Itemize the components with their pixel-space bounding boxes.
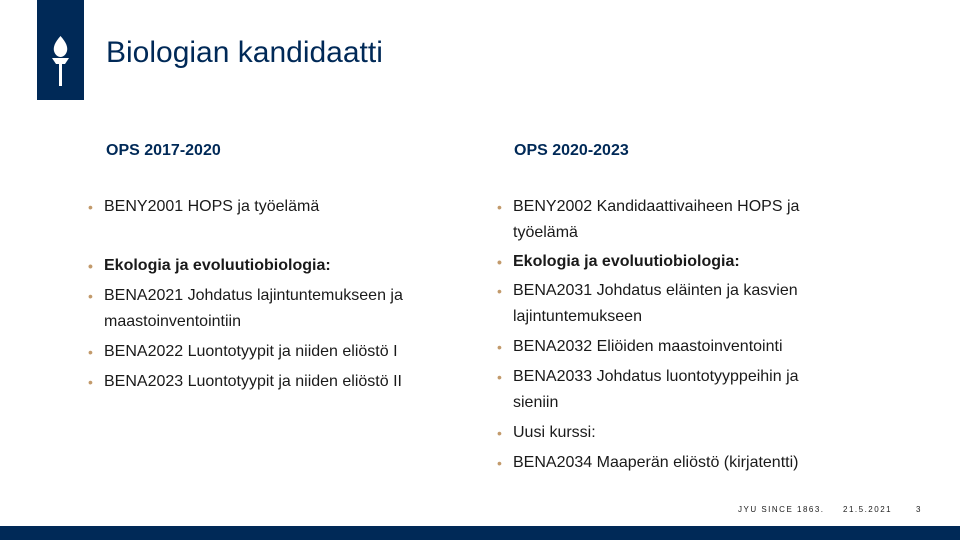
right-column-heading: OPS 2020-2023 xyxy=(514,142,629,159)
bullet-icon: • xyxy=(88,199,93,215)
bullet-icon: • xyxy=(497,339,502,355)
list-item-text: BENA2022 Luontotyypit ja niiden eliöstö I xyxy=(104,343,398,360)
list-item-text: Uusi kurssi: xyxy=(513,424,596,441)
list-item xyxy=(497,420,843,446)
list-item xyxy=(497,364,843,416)
list-item-text: Ekologia ja evoluutiobiologia: xyxy=(104,257,331,274)
left-column-heading: OPS 2017-2020 xyxy=(106,142,221,159)
footer-date: 21.5.2021 xyxy=(843,505,893,514)
list-item-text: BENA2034 Maaperän eliöstö (kirjatentti) xyxy=(513,454,799,471)
list-item xyxy=(497,278,843,330)
list-item xyxy=(88,339,454,365)
list-item-text: BENA2032 Eliöiden maastoinventointi xyxy=(513,338,783,355)
list-item xyxy=(88,369,454,395)
footer-brand: JYU SINCE 1863. xyxy=(738,505,825,514)
bullet-icon: • xyxy=(497,199,502,215)
list-item xyxy=(497,194,843,246)
list-item xyxy=(88,253,454,279)
list-item xyxy=(88,194,454,220)
torch-icon xyxy=(37,0,84,100)
footer-bar xyxy=(0,526,960,540)
list-item-text: BENY2002 Kandidaattivaiheen HOPS ja työelämä xyxy=(513,198,800,241)
bullet-icon: • xyxy=(497,425,502,441)
list-item-text: BENA2031 Johdatus eläinten ja kasvien lajintuntemukseen xyxy=(513,282,798,325)
bullet-icon: • xyxy=(88,374,93,390)
bullet-icon: • xyxy=(497,283,502,299)
page-number: 3 xyxy=(916,505,922,514)
list-item xyxy=(497,450,843,476)
list-item-text: BENA2023 Luontotyypit ja niiden eliöstö II xyxy=(104,373,402,390)
logo-block xyxy=(37,0,84,100)
bullet-icon: • xyxy=(88,258,93,274)
bullet-icon: • xyxy=(88,344,93,360)
list-item xyxy=(497,334,843,360)
page-title: Biologian kandidaatti xyxy=(106,36,383,69)
list-item xyxy=(88,283,454,335)
bullet-icon: • xyxy=(88,288,93,304)
list-item-text: BENA2033 Johdatus luontotyyppeihin ja sieniin xyxy=(513,368,799,411)
list-item-text: Ekologia ja evoluutiobiologia: xyxy=(513,253,740,270)
list-item-text: BENY2001 HOPS ja työelämä xyxy=(104,198,320,215)
list-item-text: BENA2021 Johdatus lajintuntemukseen ja maastoinventointiin xyxy=(104,287,403,330)
bullet-icon: • xyxy=(497,254,502,270)
bullet-icon: • xyxy=(497,455,502,471)
list-item xyxy=(497,249,843,275)
bullet-icon: • xyxy=(497,369,502,385)
